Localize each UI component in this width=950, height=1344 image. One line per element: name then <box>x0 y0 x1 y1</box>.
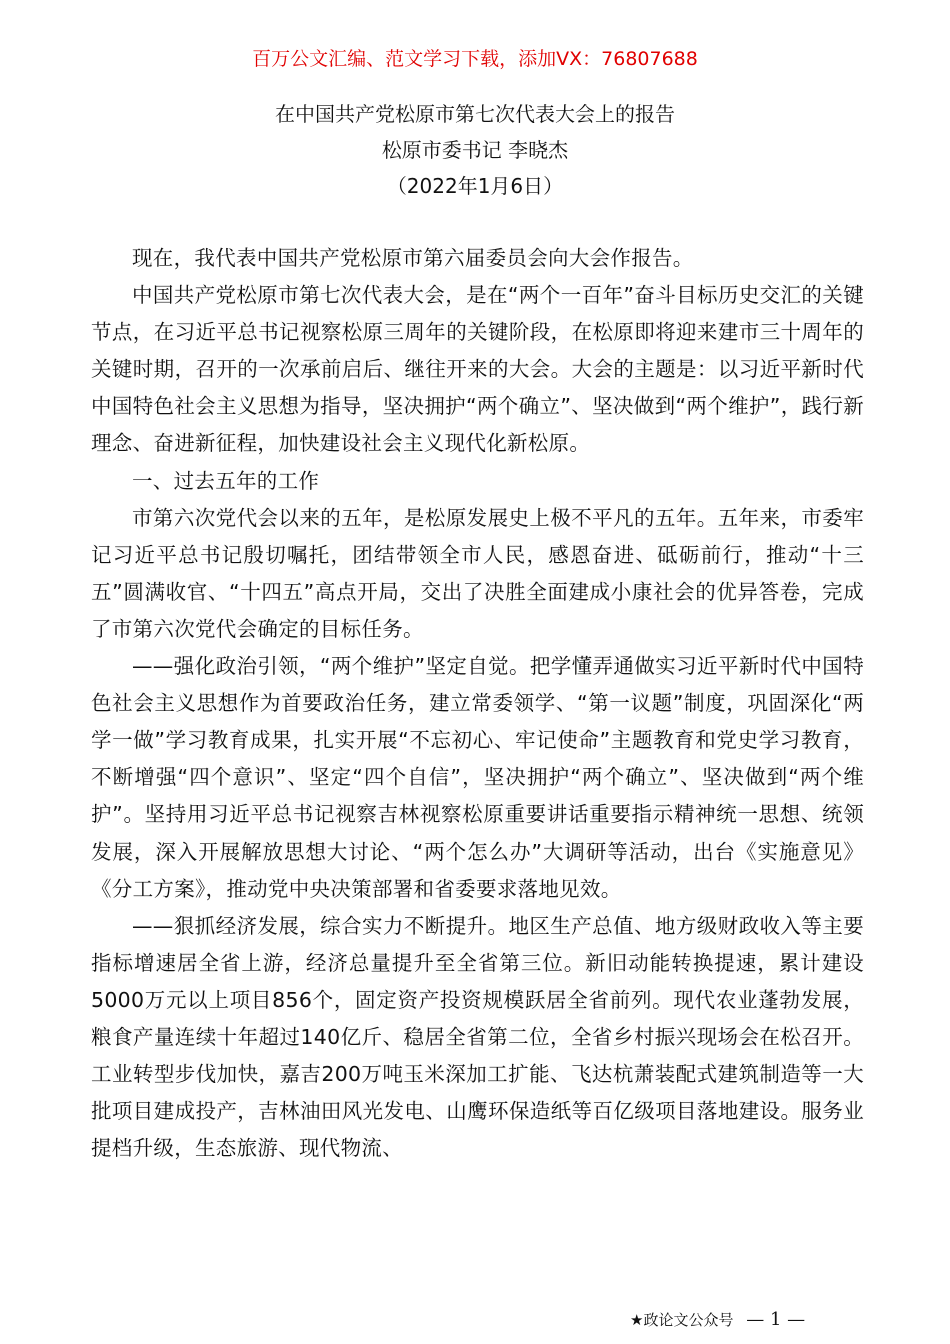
report-date: （2022年1月6日） <box>386 174 564 198</box>
paragraph-five-years-summary: 市第六次党代会以来的五年，是松原发展史上极不平凡的五年。五年来，市委牢记习近平总书记殷切嘱托，团结带领全市人民，感恩奋进、砥砺前行，推动“十三五”圆满收官、“十四五”高点开局，交出了决胜全面建成小康社会的优异答卷，完成了市第六次党代会确定的目标任务。 <box>91 505 864 641</box>
page-footer <box>630 1308 870 1332</box>
paragraph-economic-development: ——狠抓经济发展，综合实力不断提升。地区生产总值、地方级财政收入等主要指标增速居全省上游，经济总量提升至全省第三位。新旧动能转换提速，累计建设5000万元以上项目856个，固定资产投资规模跃居全省前列。现代农业蓬勃发展，粮食产量连续十年超过140亿斤、稳居全省第二位，全省乡村振兴现场会在松召开。工业转型步伐加快，嘉吉200万吨玉米深加工扩能、飞达杭萧装配式建筑制造等一大批项目建成投产，吉林油田风光发电、山鹰环保造纸等百亿级项目落地建设。服务业提档升级，生态旅游、现代物流、 <box>91 913 864 1161</box>
report-body <box>91 240 864 1167</box>
paragraph-opening: 现在，我代表中国共产党松原市第六届委员会向大会作报告。 <box>132 246 694 270</box>
footer-source: ★政论文公众号 <box>630 1311 734 1329</box>
header-banner: 百万公文汇编、范文学习下载，添加VX：76807688 <box>252 48 698 70</box>
paragraph-congress-theme: 中国共产党松原市第七次代表大会，是在“两个一百年”奋斗目标历史交汇的关键节点，在习近平总书记视察松原三周年的关键阶段，在松原即将迎来建市三十周年的关键时期，召开的一次承前启后、继往开来的大会。大会的主题是：以习近平新时代中国特色社会主义思想为指导，坚决拥护“两个确立”、坚决做到“两个维护”，践行新理念、奋进新征程，加快建设社会主义现代化新松原。 <box>91 283 864 456</box>
title-block <box>0 96 950 204</box>
report-title: 在中国共产党松原市第七次代表大会上的报告 <box>275 102 675 126</box>
paragraph-political-leadership: ——强化政治引领，“两个维护”坚定自觉。把学懂弄通做实习近平新时代中国特色社会主义思想作为首要政治任务，建立常委领学、“第一议题”制度，巩固深化“两学一做”学习教育成果，扎实开展“不忘初心、牢记使命”主题教育和党史学习教育，不断增强“四个意识”、坚定“四个自信”，坚决拥护“两个确立”、坚决做到“两个维护”。坚持用习近平总书记视察吉林视察松原重要讲话重要指示精神统一思想、统领发展，深入开展解放思想大讨论、“两个怎么办”大调研等活动，出台《实施意见》《分工方案》，推动党中央决策部署和省委要求落地见效。 <box>91 654 864 901</box>
page-number: — 1 — <box>746 1309 806 1330</box>
section-heading-past-five-years: 一、过去五年的工作 <box>132 468 320 493</box>
report-author: 松原市委书记 李晓杰 <box>381 138 569 162</box>
